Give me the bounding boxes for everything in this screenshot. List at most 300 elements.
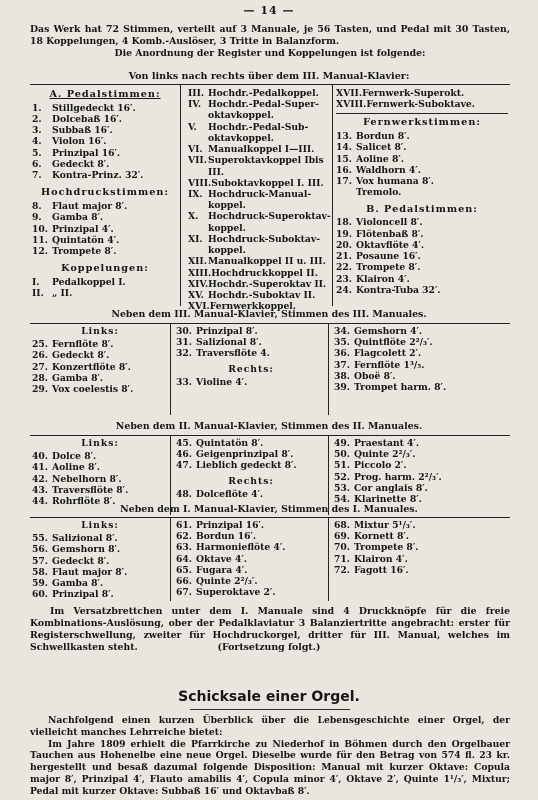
manual-3-middle <box>176 326 326 388</box>
rechts-heading: Rechts: <box>228 475 274 487</box>
title-underline <box>190 709 350 710</box>
register-name: Hochdruck-Manual- <box>208 188 312 200</box>
register-name: Rohrflöte 8′. <box>52 496 116 508</box>
register-item <box>188 279 332 290</box>
register-item <box>176 587 326 598</box>
register-number: 31. <box>176 337 192 349</box>
divider <box>30 84 510 85</box>
section-heading-manual-2: Neben dem II. Manual-Klavier, Stimmen des II. Manuales. <box>115 421 423 432</box>
register-name: Vox coelestis 8′. <box>52 384 134 396</box>
register-number: 54. <box>334 494 350 506</box>
register-name: Quintatön 8′. <box>196 438 264 449</box>
register-number: 37. <box>334 359 350 371</box>
register-number: 6. <box>32 158 42 170</box>
register-name: Gemshorn 4′. <box>354 326 423 337</box>
manual-3-block <box>30 323 510 415</box>
register-number: 32. <box>176 348 192 360</box>
register-number: 38. <box>334 370 350 382</box>
section-heading-top: Von links nach rechts über dem III. Manual-Klavier: <box>128 71 410 82</box>
register-item <box>32 224 178 235</box>
register-number: 53. <box>334 482 350 494</box>
register-number: 48. <box>176 488 192 500</box>
links-heading: Links: <box>81 326 119 337</box>
register-name: Prinzipal 16′. <box>196 520 265 531</box>
top-register-block <box>30 84 510 313</box>
register-number: 8. <box>32 201 42 213</box>
register-name: Flaut major 8′. <box>52 201 128 213</box>
intro-paragraph: Das Werk hat 72 Stimmen, verteilt auf 3 Manuale, je 56 Tasten, und Pedal mit 30 Tasten, 18 Koppelungen, 4 Komb.-Auslöser, 3 Tritte in Balanzform. <box>30 24 510 47</box>
register-number: VIII. <box>188 177 212 189</box>
register-name: Subbaß 16′. <box>52 125 113 137</box>
register-name: Bordun 16′. <box>196 531 257 543</box>
register-name: oktavkoppel. <box>208 132 274 144</box>
register-name: Salizional 8′. <box>52 533 118 545</box>
register-item <box>32 474 168 485</box>
register-item <box>188 200 332 211</box>
register-item <box>334 326 508 337</box>
register-item <box>32 170 178 181</box>
register-name: Prinzipal 8′. <box>196 326 258 337</box>
bpedal-heading: B. Pedalstimmen: <box>366 203 478 215</box>
register-name: III. <box>208 166 225 178</box>
register-number: 71. <box>334 553 350 565</box>
hochdruck-heading: Hochdruckstimmen: <box>41 187 169 199</box>
register-item <box>32 277 178 288</box>
register-name: Hochdruckkoppel II. <box>211 267 318 279</box>
register-name: Gedeckt 8′. <box>52 350 110 362</box>
rechts-heading: Rechts: <box>228 363 274 375</box>
register-name: Trompete 8′. <box>52 246 117 258</box>
register-name: Fernflöte 1³/₅. <box>354 359 425 371</box>
register-name: Traversflöte 4. <box>196 348 270 360</box>
register-number: 44. <box>32 496 48 508</box>
register-number: 16. <box>336 164 352 176</box>
register-name: Harmonieflöte 4′. <box>196 542 286 554</box>
register-item <box>176 460 326 471</box>
register-number: 10. <box>32 223 48 235</box>
register-item <box>334 531 508 542</box>
register-name: Gamba 8′. <box>52 372 104 384</box>
register-number: 7. <box>32 170 42 182</box>
intro-text <box>30 24 510 60</box>
register-number: 23. <box>336 273 352 285</box>
register-name: Konzertflöte 8′. <box>52 361 131 373</box>
register-item <box>176 489 326 500</box>
divider <box>30 323 510 324</box>
register-number: 69. <box>334 531 350 543</box>
article-paragraph: Nachfolgend einen kurzen Überblick über die Lebensgeschichte einer Orgel, der vielleicht manches Lehrreiche bietet: <box>30 715 510 738</box>
register-name: Klairon 4′. <box>354 553 408 565</box>
register-name: Superoktave 2′. <box>196 587 276 599</box>
register-number: 35. <box>334 337 350 349</box>
register-name: Kornett 8′. <box>354 531 409 543</box>
register-item <box>336 131 508 142</box>
register-item <box>336 99 508 110</box>
register-name: Dolcebaß 16′. <box>52 114 122 126</box>
register-name: Quinte 2²/₃′. <box>196 576 258 588</box>
register-item <box>334 520 508 531</box>
register-item <box>334 460 508 471</box>
register-item <box>32 556 168 567</box>
manual-2-block <box>30 435 510 515</box>
register-name: Salicet 8′. <box>356 142 407 154</box>
register-name: Manualkoppel II u. III. <box>208 256 326 268</box>
register-number: 3. <box>32 125 42 137</box>
continuation-note: (Fortsetzung folgt.) <box>217 642 321 653</box>
register-number: 57. <box>32 555 48 567</box>
register-number: 26. <box>32 350 48 362</box>
register-number: XI. <box>188 233 203 245</box>
register-name: Hochdruck-Suboktav- <box>208 233 321 245</box>
register-name: Oktavflöte 4′. <box>356 239 425 251</box>
register-item <box>188 122 332 133</box>
register-item <box>188 256 332 267</box>
register-name: Vox humana 8′. <box>356 176 434 188</box>
column-divider <box>328 323 329 415</box>
register-item <box>176 348 326 359</box>
register-item <box>32 350 168 361</box>
register-number: 46. <box>176 449 192 461</box>
register-name: Dolce 8′. <box>52 451 97 463</box>
register-item <box>334 371 508 382</box>
column-divider <box>170 517 171 601</box>
register-item <box>336 240 508 251</box>
register-item <box>336 154 508 165</box>
register-item <box>188 155 332 166</box>
column-divider <box>328 517 329 601</box>
register-name: Hochdr.-Superoktav II. <box>208 278 327 290</box>
register-number: 14. <box>336 142 352 154</box>
register-item <box>188 99 332 110</box>
register-number: 22. <box>336 262 352 274</box>
manual-3-right <box>334 326 508 393</box>
register-name: Oboë 8′. <box>354 370 396 382</box>
register-number: 17. <box>336 176 352 188</box>
manual-3-left <box>32 326 168 395</box>
register-name: Fernwerkkoppel. <box>209 301 296 313</box>
register-number: XV. <box>188 289 204 301</box>
intro-arrangement-line: Die Anordnung der Register und Koppelungen ist folgende: <box>114 47 426 59</box>
register-name: Lieblich gedeckt 8′. <box>196 460 297 472</box>
register-number: 2. <box>32 114 42 126</box>
register-item <box>188 223 332 234</box>
register-item <box>334 360 508 371</box>
register-item <box>32 533 168 544</box>
register-name: Quintatön 4′. <box>52 234 120 246</box>
page-number: — 14 — <box>243 4 295 17</box>
register-name: Praestant 4′. <box>354 438 420 449</box>
manual-2-right <box>334 438 508 505</box>
register-item <box>176 565 326 576</box>
register-name: Hochdr.-Suboktav II. <box>208 289 316 301</box>
register-name: Violoncell 8′. <box>356 217 423 229</box>
register-number: 56. <box>32 544 48 556</box>
register-name: Flaut major 8′. <box>52 566 128 578</box>
register-name: koppel. <box>208 245 246 257</box>
register-number: 55. <box>32 533 48 545</box>
register-item <box>176 449 326 460</box>
register-item <box>176 520 326 531</box>
register-name: oktavkoppel. <box>208 110 274 122</box>
register-number: 34. <box>334 326 350 337</box>
section-heading-manual-1: Neben dem I. Manual-Klavier, Stimmen des I. Manuales. <box>120 504 418 515</box>
register-item <box>32 246 178 257</box>
register-number: 15. <box>336 153 352 165</box>
register-item <box>32 136 178 147</box>
register-item <box>176 542 326 553</box>
register-number: XVIII. <box>336 99 367 111</box>
register-item <box>334 472 508 483</box>
register-name: Mixtur 5¹/₃′. <box>354 520 416 531</box>
register-item <box>32 578 168 589</box>
register-name: Fugara 4′. <box>196 564 248 576</box>
register-number: 30. <box>176 326 192 337</box>
register-item <box>32 485 168 496</box>
register-number: 29. <box>32 384 48 396</box>
register-item <box>176 438 326 449</box>
register-item <box>32 462 168 473</box>
register-name: Fernflöte 8′. <box>52 339 114 351</box>
top-left-column <box>32 88 178 300</box>
register-name: Violine 4′. <box>196 376 248 388</box>
register-item <box>188 88 332 99</box>
manual-1-middle <box>176 520 326 599</box>
register-number: 70. <box>334 542 350 554</box>
register-item <box>32 103 178 114</box>
register-name: Hochdruck-Superoktav- <box>208 211 331 223</box>
register-number: 61. <box>176 520 192 531</box>
register-number: 66. <box>176 576 192 588</box>
register-number: 47. <box>176 460 192 472</box>
register-number: 43. <box>32 484 48 496</box>
register-name: Hochdr.-Pedalkoppel. <box>208 88 319 99</box>
register-item <box>188 234 332 245</box>
register-name: Superoktavkoppel Ibis <box>208 155 324 167</box>
register-number: 18. <box>336 217 352 229</box>
register-name: Suboktavkoppel I. III. <box>211 177 324 189</box>
register-item <box>176 377 326 388</box>
register-number: 20. <box>336 239 352 251</box>
register-item <box>336 262 508 273</box>
fernwerk-heading: Fernwerkstimmen: <box>363 117 481 129</box>
register-item <box>32 125 178 136</box>
links-heading: Links: <box>81 438 119 449</box>
register-number: 39. <box>334 382 350 394</box>
register-name: Trompete 8′. <box>354 542 419 554</box>
register-item <box>32 384 168 395</box>
register-item <box>336 229 508 240</box>
register-number: 50. <box>334 449 350 461</box>
register-name: Fagott 16′. <box>354 564 409 576</box>
register-item <box>334 565 508 576</box>
column-divider <box>332 84 333 306</box>
column-divider <box>170 323 171 415</box>
register-item <box>188 110 332 121</box>
register-number: I. <box>32 277 40 289</box>
register-item <box>188 144 332 155</box>
register-number: 42. <box>32 473 48 485</box>
register-name: Prinzipal 4′. <box>52 223 114 235</box>
register-name: Bordun 8′. <box>356 131 410 143</box>
register-name: Gamba 8′. <box>52 578 104 590</box>
register-item <box>176 554 326 565</box>
register-name: Tremolo. <box>356 187 402 199</box>
register-name: Klairon 4′. <box>356 273 410 285</box>
koppelungen-heading: Koppelungen: <box>61 263 149 275</box>
register-item <box>188 178 332 189</box>
register-name: Quinte 2²/₃′. <box>354 449 416 461</box>
register-item <box>32 114 178 125</box>
register-item <box>336 251 508 262</box>
register-name: Aoline 8′. <box>52 462 100 474</box>
register-name: Prinzipal 8′. <box>52 589 114 601</box>
divider <box>30 435 510 436</box>
divider <box>30 517 510 518</box>
register-number: 63. <box>176 542 192 554</box>
column-divider <box>170 435 171 515</box>
register-number: 51. <box>334 460 350 472</box>
register-number: XII. <box>188 256 207 268</box>
register-number: 52. <box>334 471 350 483</box>
register-name: Flagcolett 2′. <box>354 348 422 360</box>
register-number: 68. <box>334 520 350 531</box>
register-item <box>32 373 168 384</box>
register-number: 60. <box>32 589 48 601</box>
register-number: 72. <box>334 564 350 576</box>
register-number: 27. <box>32 361 48 373</box>
register-number: VII. <box>188 155 207 167</box>
register-number: 4. <box>32 136 42 148</box>
register-name: Prog. harm. 2²/₃′. <box>354 471 442 483</box>
register-item <box>336 88 508 99</box>
column-divider <box>328 435 329 515</box>
register-number: II. <box>32 288 44 300</box>
register-name: Traversflöte 8′. <box>52 484 129 496</box>
register-item <box>334 554 508 565</box>
register-item <box>32 212 178 223</box>
manual-2-middle <box>176 438 326 500</box>
register-number: V. <box>188 121 197 133</box>
register-item <box>176 326 326 337</box>
register-number: 25. <box>32 339 48 351</box>
register-number: IV. <box>188 99 202 111</box>
register-item <box>188 268 332 279</box>
register-number: X. <box>188 211 199 223</box>
top-middle-column <box>188 88 332 312</box>
register-name: koppel. <box>208 200 246 212</box>
register-item <box>32 339 168 350</box>
register-number: VI. <box>188 144 203 156</box>
register-number: 24. <box>336 284 352 296</box>
register-number: XVI. <box>188 301 210 313</box>
register-name: Klarinette 8′. <box>354 494 422 506</box>
register-name: koppel. <box>208 222 246 234</box>
register-item <box>336 165 508 176</box>
register-name: Kontra-Prinz. 32′. <box>52 170 144 182</box>
register-item <box>334 348 508 359</box>
article-body <box>30 715 510 797</box>
article-paragraph: Im Jahre 1809 erhielt die Pfarrkirche zu Niederhof in Böhmen durch den Orgelbauer Tauchen aus Hohenelbe eine neue Orgel. Dieselbe wurde für den Betrag von 574 fl. 23 kr. hergestellt und besaß dazumal folgende Disposition: Manual mit kurzer Oktave: Copula major 8′, Prinzipal 4′, Flauto amabilis 4′, Copula minor 4′, Oktave 2′, Quinte 1¹/₃′, Mixtur; Pedal mit kurzer Oktave: Subbaß 16′ und Oktavbaß 8′. <box>30 738 510 797</box>
register-number: 62. <box>176 531 192 543</box>
register-item <box>188 290 332 301</box>
register-number: IX. <box>188 188 203 200</box>
register-number: 49. <box>334 438 350 449</box>
register-name: Gedeckt 8′. <box>52 158 110 170</box>
register-number: 11. <box>32 234 48 246</box>
register-number: 5. <box>32 147 42 159</box>
register-item <box>336 176 508 187</box>
register-item <box>32 148 178 159</box>
register-number: 12. <box>32 246 48 258</box>
register-item <box>32 159 178 170</box>
register-name: Salizional 8′. <box>196 337 262 349</box>
register-number: XIV. <box>188 278 209 290</box>
register-name: Piccolo 2′. <box>354 460 407 472</box>
register-item <box>32 362 168 373</box>
register-item <box>334 438 508 449</box>
register-number: XIII. <box>188 267 212 279</box>
register-item <box>334 382 508 393</box>
register-name: Kontra-Tuba 32′. <box>356 284 441 296</box>
register-item <box>334 449 508 460</box>
register-item <box>336 187 508 198</box>
register-name: Flötenbaß 8′. <box>356 228 424 240</box>
register-name: Aoline 8′. <box>356 153 404 165</box>
register-number: 45. <box>176 438 192 449</box>
register-item <box>176 531 326 542</box>
register-name: Manualkoppel I—III. <box>208 144 315 156</box>
register-number: 1. <box>32 102 42 114</box>
register-number: 19. <box>336 228 352 240</box>
top-right-column <box>336 88 508 296</box>
manual-1-right <box>334 520 508 576</box>
register-name: Quintflöte 2²/₃′. <box>354 337 433 349</box>
links-heading: Links: <box>81 520 119 531</box>
register-item <box>188 133 332 144</box>
register-number: 41. <box>32 462 48 474</box>
register-name: Fernwerk-Superokt. <box>362 88 465 99</box>
register-item <box>336 217 508 228</box>
register-name: Oktave 4′. <box>196 553 247 565</box>
register-name: Cor anglais 8′. <box>354 482 428 494</box>
register-item <box>336 274 508 285</box>
register-name: Hochdr.-Pedal-Super- <box>208 99 319 111</box>
register-number: 28. <box>32 372 48 384</box>
register-item <box>188 211 332 222</box>
register-item <box>32 567 168 578</box>
register-number: 36. <box>334 348 350 360</box>
register-item <box>188 189 332 200</box>
register-name: Waldhorn 4′. <box>356 164 421 176</box>
register-name: Geigenprinzipal 8′. <box>196 449 294 461</box>
register-number: 33. <box>176 376 192 388</box>
register-item <box>336 142 508 153</box>
register-item <box>176 576 326 587</box>
register-name: Trompete 8′. <box>356 262 421 274</box>
register-item <box>334 337 508 348</box>
register-number: III. <box>188 88 205 99</box>
register-number: XVII. <box>336 88 363 99</box>
register-number: 64. <box>176 553 192 565</box>
manual-1-block <box>30 517 510 601</box>
footnote-text: Im Versatzbrettchen unter dem I. Manuale sind 4 Druckknöpfe für die freie Kombinations-Auslösung, ober der Pedalklaviatur 3 Balanziertritte angebracht: erster für Registerschwellung, zweiter für Hochdruckorgel, dritter für III. Manual, welches im Schwellkasten steht. <box>30 606 510 653</box>
register-number: 9. <box>32 212 42 224</box>
divider <box>336 113 508 114</box>
register-item <box>334 542 508 553</box>
register-item <box>176 337 326 348</box>
register-name: Fernwerk-Suboktave. <box>366 99 475 111</box>
register-number: 59. <box>32 578 48 590</box>
